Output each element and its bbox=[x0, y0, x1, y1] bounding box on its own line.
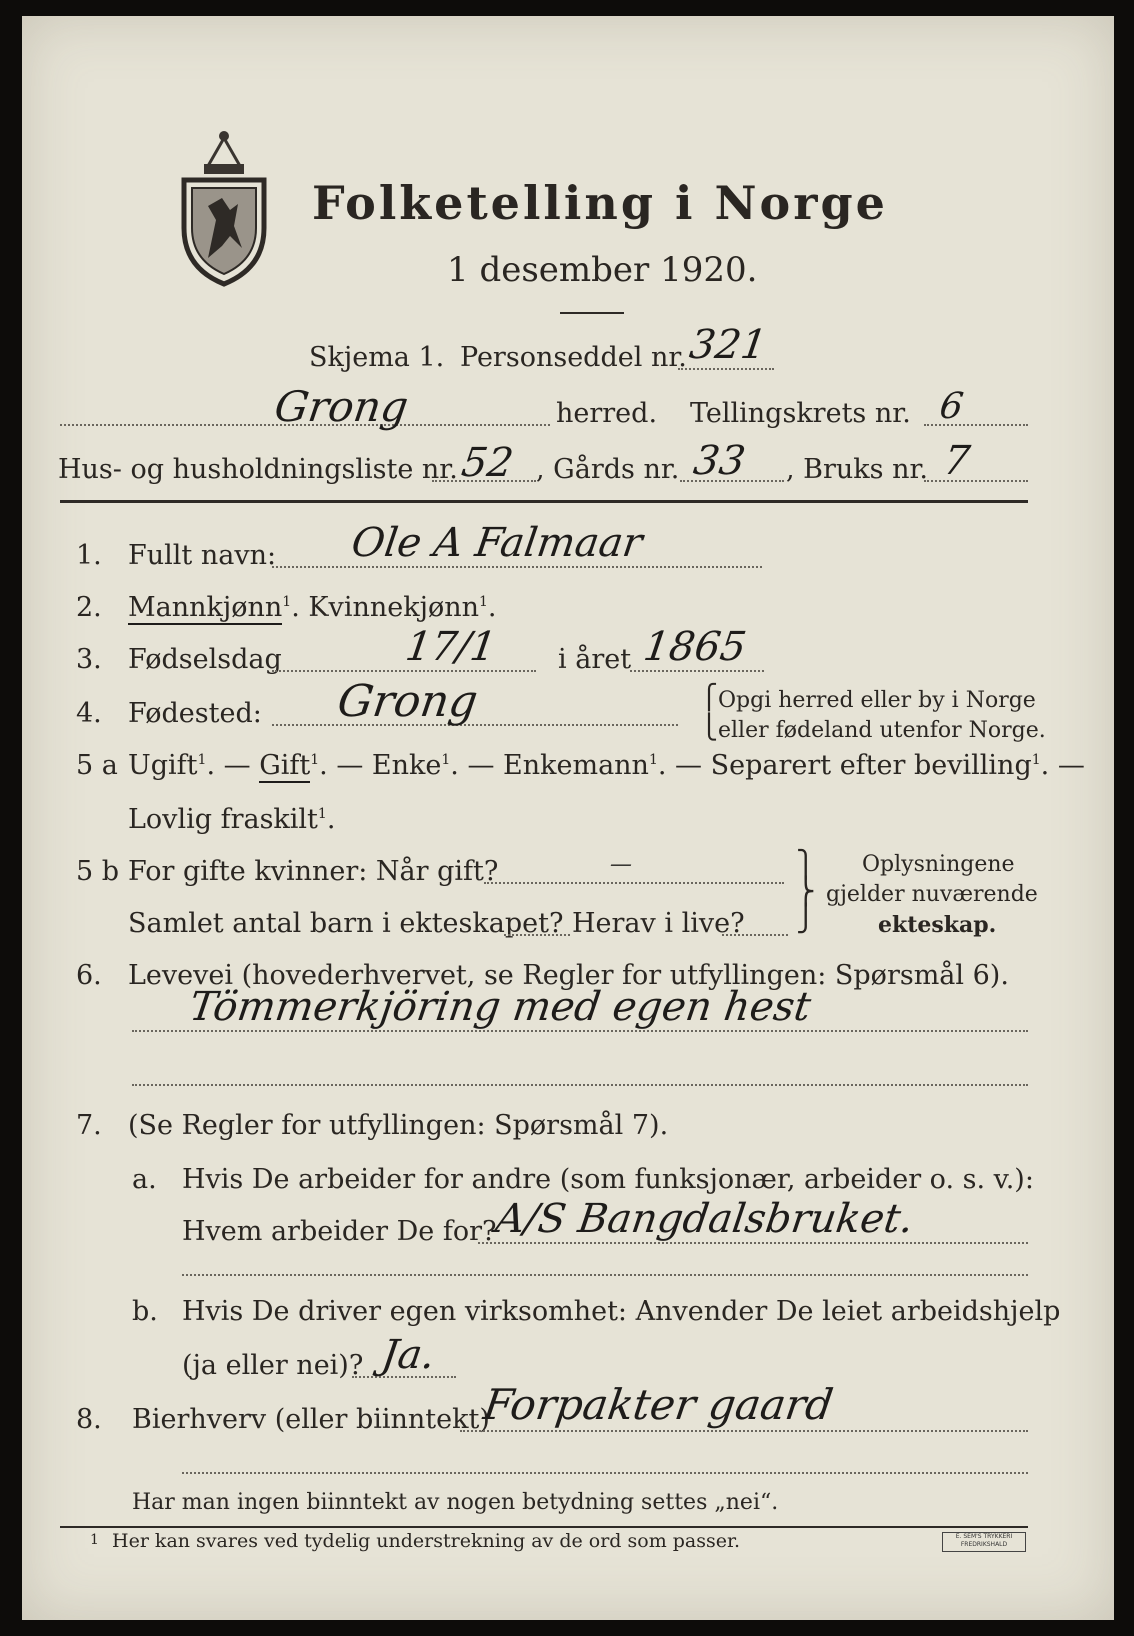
q5a-gift: Gift bbox=[259, 750, 311, 781]
q5a-number: 5 a bbox=[76, 750, 118, 781]
q4-note-line1: Opgi herred eller by i Norge bbox=[718, 688, 1036, 713]
form-title: Folketelling i Norge bbox=[312, 176, 888, 230]
q5a-ugift: Ugift bbox=[128, 750, 198, 781]
q7b-value: Ja. bbox=[378, 1332, 438, 1378]
q2-kvinne: Kvinnekjønn bbox=[308, 592, 479, 623]
q5b-note-line2: gjelder nuværende bbox=[826, 882, 1038, 907]
footnote-number: 1 bbox=[90, 1532, 99, 1548]
q8-line bbox=[460, 1430, 1028, 1432]
gards-label: , Gårds nr. bbox=[536, 454, 680, 485]
q7b-line1: Hvis De driver egen virksomhet: Anvender De leiet arbeidshjelp bbox=[182, 1296, 1061, 1327]
q5b-alive: Herav i live? bbox=[572, 908, 745, 939]
q7a-line2: Hvem arbeider De for? bbox=[182, 1216, 497, 1247]
q4-label: Fødested: bbox=[128, 698, 262, 729]
coat-of-arms-icon bbox=[178, 128, 270, 288]
q5b-line2: Samlet antal barn i ekteskapet? bbox=[128, 908, 564, 939]
q5b-number: 5 b bbox=[76, 856, 120, 887]
q7a-line1: Hvis De arbeider for andre (som funksjonær, arbeider o. s. v.): bbox=[182, 1164, 1034, 1195]
q4-value: Grong bbox=[334, 676, 481, 727]
q5b-line1: For gifte kvinner: Når gift? bbox=[128, 856, 499, 887]
q6-number: 6. bbox=[76, 960, 102, 991]
q1-value: Ole A Falmaar bbox=[348, 520, 646, 566]
footer-rule bbox=[60, 1526, 1028, 1528]
q3-line bbox=[272, 670, 536, 672]
q4-brace: ⎧ ⎩ bbox=[700, 683, 718, 741]
q2-number: 2. bbox=[76, 592, 102, 623]
q6-label: Levevei (hovederhvervet, se Regler for utfyllingen: Spørsmål 6). bbox=[128, 960, 1009, 991]
footnote: Her kan svares ved tydelig understrekning av de ord som passer. bbox=[112, 1530, 741, 1552]
bruks-value: 7 bbox=[940, 438, 973, 484]
q4-number: 4. bbox=[76, 698, 102, 729]
personseddel-label: Personseddel nr. bbox=[460, 342, 687, 373]
q2-options: Mannkjønn$^1$. Kvinnekjønn$^1$. bbox=[128, 592, 497, 623]
q7b-line2: (ja eller nei)? bbox=[182, 1350, 364, 1381]
q7a-employer-line bbox=[478, 1242, 1028, 1244]
q7-number: 7. bbox=[76, 1110, 102, 1141]
q1-number: 1. bbox=[76, 540, 102, 571]
footer-note: Har man ingen biinntekt av nogen betydning settes „nei“. bbox=[132, 1490, 779, 1515]
census-date: 1 desember 1920. bbox=[447, 250, 758, 290]
q5b-note-line3: ekteskap. bbox=[878, 912, 997, 938]
q3-year-label: i året bbox=[558, 644, 632, 675]
q5b-alive-line bbox=[722, 934, 788, 936]
printer-stamp: E. SEM'S TRYKKERI FREDRIKSHALD bbox=[942, 1532, 1026, 1552]
q7a-value: A/S Bangdalsbruket. bbox=[492, 1196, 917, 1242]
husliste-value: 52 bbox=[458, 440, 517, 486]
tellingskrets-value: 6 bbox=[937, 386, 966, 427]
q2-mann: Mannkjønn bbox=[128, 592, 283, 623]
q3-label: Fødselsdag bbox=[128, 644, 282, 675]
q8-number: 8. bbox=[76, 1404, 102, 1435]
personseddel-value: 321 bbox=[686, 322, 770, 368]
q5b-note-line1: Oplysningene bbox=[862, 852, 1015, 877]
q6-line1 bbox=[132, 1030, 1028, 1032]
personseddel-line bbox=[678, 368, 774, 370]
q7a-extra-line bbox=[182, 1274, 1028, 1276]
q5a-enke: . — Enke bbox=[319, 750, 442, 781]
q5a-fraskilt: Lovlig fraskilt bbox=[128, 804, 318, 835]
q8-label: Bierhverv (eller biinntekt) bbox=[132, 1404, 490, 1435]
q7b-letter: b. bbox=[132, 1296, 158, 1327]
q5a-separert: . — Separert efter bevilling bbox=[657, 750, 1032, 781]
q5a-end: . — bbox=[1040, 750, 1085, 781]
q1-line bbox=[272, 566, 762, 568]
herred-label: herred. bbox=[556, 398, 658, 429]
q6-line2 bbox=[132, 1084, 1028, 1086]
husliste-label: Hus- og husholdningsliste nr. bbox=[58, 454, 458, 485]
bruks-label: , Bruks nr. bbox=[786, 454, 929, 485]
q3-value: 17/1 bbox=[402, 624, 500, 670]
q5b-when-line bbox=[484, 882, 784, 884]
q4-line bbox=[272, 724, 678, 726]
q5a-line2: Lovlig fraskilt$^1$. bbox=[128, 804, 336, 835]
q5a-enkemann: . — Enkemann bbox=[450, 750, 649, 781]
q3-year-line bbox=[630, 670, 764, 672]
schema-label: Skjema 1. bbox=[309, 342, 445, 373]
title-divider bbox=[560, 312, 624, 314]
q8-value: Forpakter gaard bbox=[480, 1380, 837, 1429]
q1-label: Fullt navn: bbox=[128, 540, 277, 571]
tellingskrets-label: Tellingskrets nr. bbox=[690, 398, 911, 429]
herred-value: Grong bbox=[271, 382, 412, 431]
q7a-letter: a. bbox=[132, 1164, 157, 1195]
q5b-children-line bbox=[504, 934, 570, 936]
q5b-mark: — bbox=[608, 852, 634, 877]
q3-year-value: 1865 bbox=[640, 624, 750, 670]
header-rule bbox=[60, 500, 1028, 503]
gards-value: 33 bbox=[690, 438, 749, 484]
q7-label: (Se Regler for utfyllingen: Spørsmål 7). bbox=[128, 1110, 669, 1141]
q5a-options: Ugift$^1$. — Gift$^1$. — Enke$^1$. — Enkemann$^1$. — Separert efter bevilling$^1$. — bbox=[128, 750, 1085, 781]
q5a-sep: . — bbox=[206, 750, 260, 781]
q5b-brace: ⎫ ⎬ ⎭ bbox=[796, 850, 816, 934]
q8-extra-line bbox=[182, 1472, 1028, 1474]
bruks-line bbox=[924, 480, 1028, 482]
q6-value: Tömmerkjöring med egen hest bbox=[186, 984, 814, 1030]
q4-note-line2: eller fødeland utenfor Norge. bbox=[718, 718, 1046, 743]
q3-number: 3. bbox=[76, 644, 102, 675]
